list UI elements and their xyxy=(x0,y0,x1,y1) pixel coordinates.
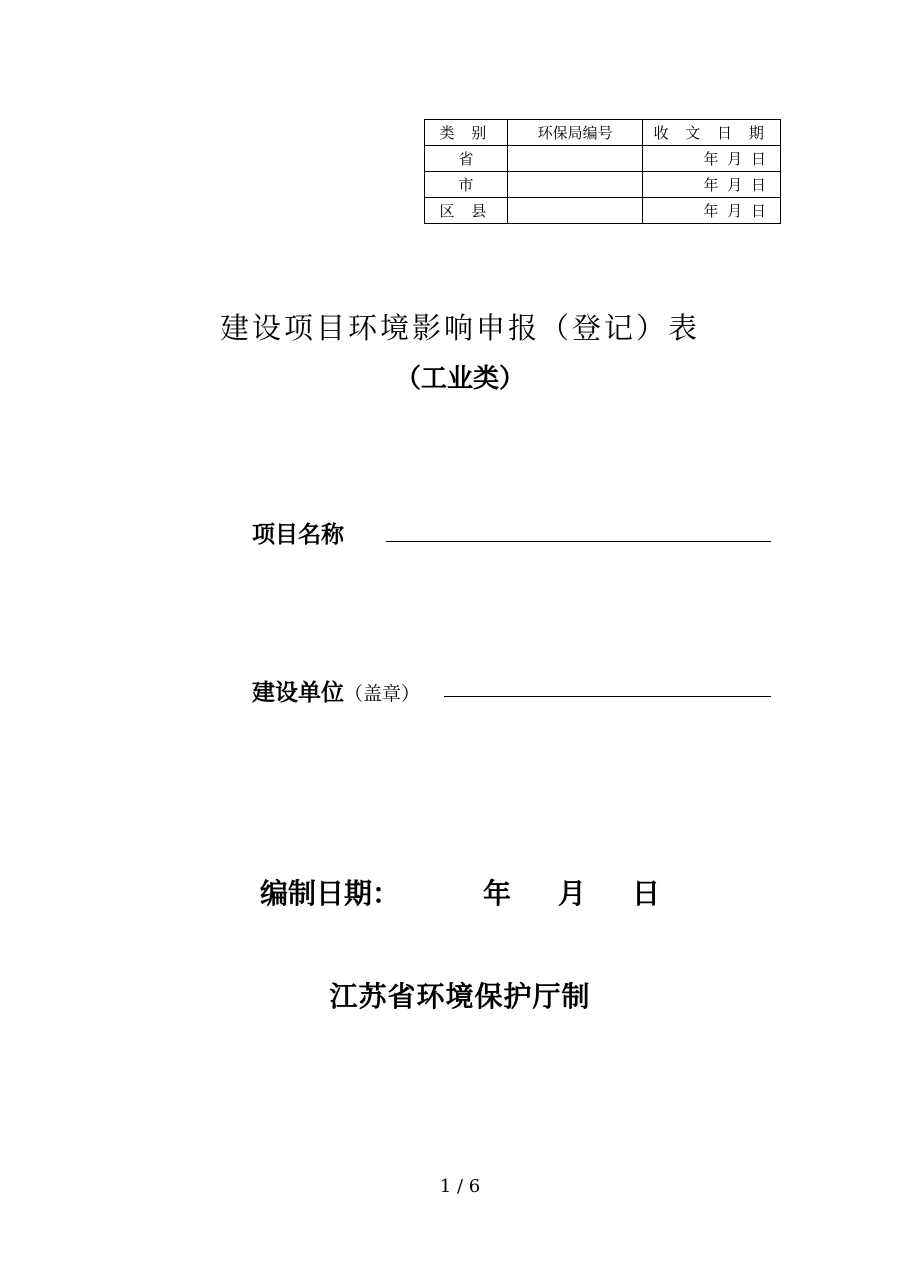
compile-date-label: 编制日期： xyxy=(260,877,401,910)
header-category: 类 别 xyxy=(425,120,508,146)
compile-date-month[interactable]: 月 xyxy=(558,877,587,910)
table-row xyxy=(425,172,781,198)
document-title: 建设项目环境影响申报（登记）表 xyxy=(219,311,700,345)
compile-date-year[interactable]: 年 xyxy=(483,877,512,910)
page-number: 1 / 6 xyxy=(439,1176,481,1197)
table-row xyxy=(425,198,781,224)
row-category: 区 县 xyxy=(425,198,508,224)
document-subtitle: （工业类） xyxy=(394,364,525,394)
row-category: 市 xyxy=(425,172,508,198)
header-date: 收 文 日 期 xyxy=(643,120,781,146)
builder-seal-note: （盖章） xyxy=(344,683,421,705)
row-date-cell[interactable]: 年 月 日 xyxy=(643,172,781,198)
builder-label xyxy=(252,674,420,707)
compile-date-day[interactable]: 日 xyxy=(632,877,661,910)
row-number-cell[interactable] xyxy=(507,198,643,224)
row-category: 省 xyxy=(425,146,508,172)
project-name-field[interactable] xyxy=(386,541,771,542)
header-number: 环保局编号 xyxy=(507,120,643,146)
project-name-label: 项目名称 xyxy=(252,522,344,548)
row-number-cell[interactable] xyxy=(507,146,643,172)
table-header-row xyxy=(425,120,781,146)
builder-field[interactable] xyxy=(444,696,771,697)
registration-table xyxy=(424,119,781,224)
row-date-cell[interactable]: 年 月 日 xyxy=(643,146,781,172)
row-date-cell[interactable]: 年 月 日 xyxy=(643,198,781,224)
issuer-text: 江苏省环境保护厅制 xyxy=(329,980,591,1013)
row-number-cell[interactable] xyxy=(507,172,643,198)
table-row xyxy=(425,146,781,172)
builder-label-text: 建设单位 xyxy=(252,680,344,706)
